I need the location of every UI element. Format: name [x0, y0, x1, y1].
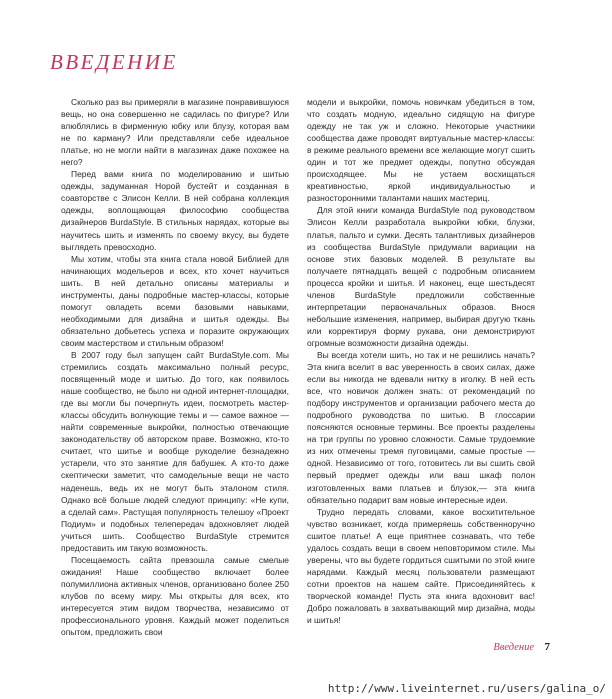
page-number: 7 — [544, 641, 550, 653]
paragraph: Сколько раз вы примеряли в магазине понравившуюся вещь, но она совершенно не садилась по фигуре? Или влюблялись в фирменную юбку или блузу, которая вам не по карману? Или представляли себе идеальное платье, но не могли найти в магазинах даже похожее на него? — [61, 97, 289, 168]
running-footer-label: Введение — [493, 642, 534, 653]
paragraph: Трудно передать словами, какое восхитительное чувство возникает, когда примеряешь собственноручно сшитое платье! А еще приятнее сознавать, что тебе удалось создать вещи в своем неповторимом стиле. Мы уверены, что вы будете гордиться сшитыми по этой книге нарядами. Каждый месяц пользователи размещают сотни проектов на нашем сайте. Присоединяйтесь к творческой команде! Пусть эта книга вдохновит вас! Добро пожаловать в захватывающий мир дизайна, моды и шитья! — [307, 506, 535, 626]
left-text-column — [61, 96, 289, 638]
paragraph: В 2007 году был запущен сайт BurdaStyle.com. Мы стремились создать максимально полный ресурс, посвященный моде и шитью. До того, как появилось наше сообщество, не было ни одной интернет-площадки, где вы могли бы почерпнуть идеи, посмотреть мастер-классы обсудить волнующие темы и — самое важное — найти современные выкройки, полностью отвечающие законодательству об авторском праве. Возможно, кто-то считает, что шитье и вообще рукоделие безнадежно устарели, что это занятие для бабушек. А кто-то даже скептически заметит, что самодельные вещи не часто наденешь, ведь их не могут быть эталоном стиля. Однако всё больше людей следуют принципу: «Не купи, а сделай сам». Растущая популярность телешоу «Проект Подиум» и подобных телепередач вдохновляет людей учиться шить. Сообщество BurdaStyle стремится предоставить им такую возможность. — [61, 349, 289, 553]
right-text-column — [307, 96, 535, 626]
paragraph: Перед вами книга по моделированию и шитью одежды, задуманная Норой бустейт и созданная в соавторстве с Элисон Келли. В ней собрана коллекция одежды, воплощающая философию сообщества дизайнеров BurdaStyle. В стильных нарядах, которые вы научитесь шить и изменять по своему вкусу, вы будете выглядеть превосходно. — [61, 169, 289, 252]
page-title: ВВЕДЕНИЕ — [50, 50, 178, 74]
paragraph: Мы хотим, чтобы эта книга стала новой Библией для начинающих модельеров и всех, кто хочет научиться шить. В ней детально описаны материалы и инструменты, даны подробные мастер-классы, которые помогут овладеть всеми базовыми навыками, необходимыми для дизайна и шитья одежды. Вы обязательно добьетесь успеха и поразите окружающих своим мастерством и стильным образом! — [61, 253, 289, 348]
paragraph: Посещаемость сайта превзошла самые смелые ожидания! Наше сообщество включает более полумиллиона активных членов, организовано более 250 клубов по всему миру. Мы открыты для всех, кто интересуется этим видом творчества, независимо от профессионального уровня. Каждый может поделиться опытом, предложить свои — [61, 554, 289, 638]
paragraph: Для этой книги команда BurdaStyle под руководством Элисон Келли разработала выкройки юбки, блузки, платья, пальто и сумки. Десять талантливых дизайнеров из сообщества BurdaStyle придумали вариации на основе этих базовых моделей. В результате вы получаете пятнадцать вещей с подробным описанием процесса кройки и шитья. И наконец, еще шестьдесят членов BurdaStyle предложили собственные интерпретации первоначальных образов. Внося небольшие изменения, например, выбирая другую ткань или корректируя форму рукава, они демонстрируют огромные возможности дизайна одежды. — [307, 205, 535, 348]
paragraph: модели и выкройки, помочь новичкам убедиться в том, что создать модную, идеально сидящую на фигуре одежду не так уж и сложно. Некоторые участники сообщества даже проводят виртуальные мастер-классы: в режиме реального времени все желающие могут сшить один и тот же предмет одежды, попутно обсуждая происходящее. Мы не устаем восхищаться креативностью, яркой индивидуальностью и разносторонними талантами наших мастериц. — [307, 97, 535, 204]
paragraph: Вы всегда хотели шить, но так и не решились начать? Эта книга вселит в вас уверенность в своих силах, даже если вы никогда не вдевали нитку в иголку. В ней есть все, что новичок должен знать: от рекомендаций по подбору инструментов и организации рабочего места до подробного руководства по шитью. В глоссарии поясняются основные термины. Все проекты разделены на три группы по уровню сложности. Самые трудоемкие из них отмечены тремя пуговицами, самые простые — одной. Независимо от того, готовитесь ли вы сшить свой первый предмет одежды или ваш шкаф полон изготовленных вами платьев и блузок,— эта книга обязательно подарит вам новые интересные идеи. — [307, 349, 535, 505]
watermark-url: http://www.liveinternet.ru/users/galina_o/ — [327, 682, 606, 695]
